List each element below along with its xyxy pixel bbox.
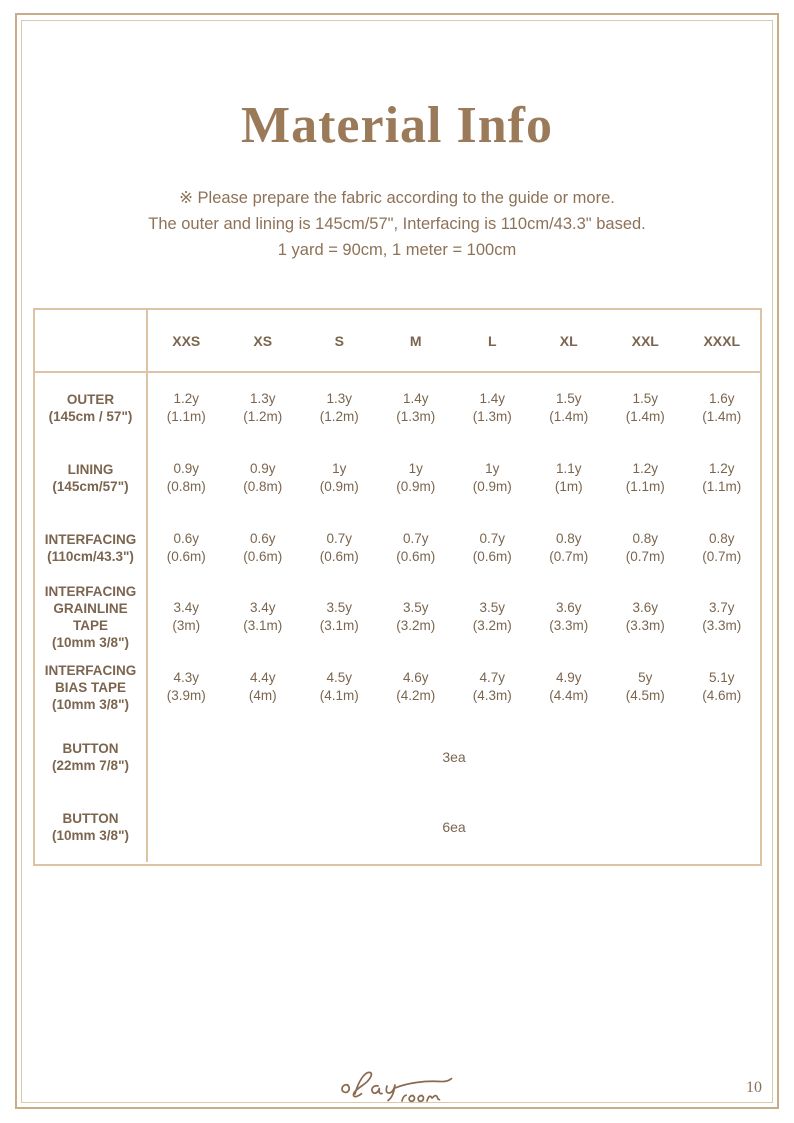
cell-line: (0.6m) (243, 548, 283, 564)
cell-line: (3.3m) (625, 618, 665, 634)
cell-line: (3m) (172, 618, 201, 634)
cell-line: (4m) (248, 688, 277, 704)
table-cell (378, 513, 455, 583)
cell-line: (3.1m) (319, 618, 359, 634)
table-cell (225, 373, 302, 443)
row-label (35, 652, 148, 722)
cell-line: (0.6m) (166, 548, 206, 564)
table-cell (148, 583, 225, 653)
signature-drawing (336, 1058, 458, 1108)
cell-line: 3.4y (249, 600, 276, 616)
table-cell (684, 513, 761, 583)
table-cell (607, 583, 684, 653)
cell-line: 1.3y (249, 390, 276, 406)
cell-line: 3.7y (708, 600, 735, 616)
table-cell (148, 443, 225, 513)
table-cell (301, 513, 378, 583)
cell-line: 1.4y (402, 390, 429, 406)
table-cell (378, 373, 455, 443)
table-cell (225, 513, 302, 583)
page-title: Material Info (241, 97, 553, 154)
cell-line: (4.1m) (319, 688, 359, 704)
cell-line: 1y (485, 460, 500, 476)
cell-line: (4.6m) (702, 688, 742, 704)
cell-line: 0.8y (632, 530, 659, 546)
size-header-xxxl: XXXL (703, 332, 741, 349)
cell-line: 0.8y (555, 530, 582, 546)
table-cell (301, 652, 378, 722)
row-label (35, 513, 148, 583)
table-cell (454, 652, 531, 722)
cell-line: (4.2m) (396, 688, 436, 704)
cell-line: 0.7y (402, 530, 429, 546)
table-cell (684, 373, 761, 443)
table-cell (531, 443, 608, 513)
cell-line: 3.6y (555, 600, 582, 616)
row-label-line: INTERFACING (44, 584, 137, 600)
table-cell (607, 513, 684, 583)
cell-line: (0.7m) (702, 548, 742, 564)
row-label-line: (10mm 3/8") (52, 635, 129, 651)
table-header-row (35, 310, 760, 373)
cell-line: (0.6m) (472, 548, 512, 564)
cell-line: 0.8y (708, 530, 735, 546)
table-cell (684, 443, 761, 513)
cell-line: (3.9m) (166, 688, 206, 704)
cell-line: 0.6y (249, 530, 276, 546)
cell-line: 3.5y (402, 600, 429, 616)
cell-line: (0.6m) (396, 548, 436, 564)
row-label-line: GRAINLINE TAPE (53, 601, 128, 634)
table-row (35, 443, 760, 513)
table-cell (225, 652, 302, 722)
cell-line: (0.8m) (166, 478, 206, 494)
table-row (35, 373, 760, 443)
table-cell (454, 513, 531, 583)
table-cell (607, 652, 684, 722)
note-line-2: The outer and lining is 145cm/57", Interfacing is 110cm/43.3" based. (148, 215, 646, 233)
cell-line: 3.5y (326, 600, 353, 616)
cell-line: 1.4y (479, 390, 506, 406)
table-row (35, 652, 760, 722)
cell-line: 0.9y (249, 460, 276, 476)
table-row (35, 513, 760, 583)
cell-line: 1.3y (326, 390, 353, 406)
cell-line: (4.3m) (472, 688, 512, 704)
cell-line: 1y (408, 460, 423, 476)
cell-line: 1.6y (708, 390, 735, 406)
size-header-xs: XS (253, 332, 273, 349)
cell-line: (1.1m) (702, 478, 742, 494)
cell-line: 4.9y (555, 670, 582, 686)
row-label (35, 792, 148, 862)
table-cell (301, 583, 378, 653)
table-cell (684, 583, 761, 653)
table-cell (225, 443, 302, 513)
brand-signature-logo (336, 1058, 458, 1108)
row-label (35, 443, 148, 513)
cell-line: 1.5y (632, 390, 659, 406)
size-header-s: S (334, 332, 344, 349)
table-cell (378, 443, 455, 513)
cell-line: (1.2m) (319, 408, 359, 424)
cell-line: (0.8m) (243, 478, 283, 494)
row-label-line: BIAS TAPE (54, 679, 126, 695)
table-cell (607, 443, 684, 513)
intro-note (0, 185, 794, 263)
table-row (35, 722, 760, 792)
cell-line: 3.4y (173, 600, 200, 616)
cell-line: 3.5y (479, 600, 506, 616)
cell-line: (1.2m) (243, 408, 283, 424)
cell-line: 5y (638, 670, 653, 686)
table-cell (301, 373, 378, 443)
cell-line: 4.3y (173, 670, 200, 686)
table-cell (225, 583, 302, 653)
cell-line: 4.6y (402, 670, 429, 686)
size-header-m: M (409, 332, 422, 349)
cell-line: 1.2y (632, 460, 659, 476)
row-label (35, 583, 148, 653)
row-label-line: BUTTON (62, 810, 119, 826)
row-label-line: LINING (67, 461, 114, 477)
cell-line: (1.1m) (625, 478, 665, 494)
cell-line: (0.9m) (319, 478, 359, 494)
row-label-line: (10mm 3/8") (52, 827, 129, 843)
cell-line: 4.7y (479, 670, 506, 686)
cell-line: (1.3m) (396, 408, 436, 424)
row-label-line: (22mm 7/8") (52, 758, 129, 774)
table-corner-cell (35, 310, 148, 371)
quantity-span-cell: 3ea (442, 749, 466, 766)
quantity-span-cell: 6ea (442, 818, 466, 835)
cell-line: 0.9y (173, 460, 200, 476)
cell-line: 3.6y (632, 600, 659, 616)
row-label-line: OUTER (66, 391, 115, 407)
cell-line: 1.2y (708, 460, 735, 476)
row-label-line: (110cm/43.3") (47, 548, 134, 564)
table-cell (454, 583, 531, 653)
table-cell (531, 373, 608, 443)
cell-line: (3.3m) (549, 618, 589, 634)
table-cell (684, 652, 761, 722)
row-label-line: (10mm 3/8") (52, 696, 129, 712)
row-label-line: BUTTON (62, 741, 119, 757)
table-cell (301, 443, 378, 513)
note-line-3: 1 yard = 90cm, 1 meter = 100cm (277, 241, 517, 259)
cell-line: 5.1y (708, 670, 735, 686)
table-row (35, 583, 760, 653)
row-label-line: INTERFACING (44, 662, 137, 678)
cell-line: 0.7y (326, 530, 353, 546)
cell-line: 4.4y (249, 670, 276, 686)
cell-line: 4.5y (326, 670, 353, 686)
row-label (35, 722, 148, 792)
cell-line: (3.2m) (472, 618, 512, 634)
cell-line: (0.7m) (625, 548, 665, 564)
table-cell (148, 513, 225, 583)
cell-line: 1.2y (173, 390, 200, 406)
table-cell (454, 373, 531, 443)
cell-line: (3.2m) (396, 618, 436, 634)
table-cell (454, 443, 531, 513)
cell-line: 0.6y (173, 530, 200, 546)
cell-line: (1.3m) (472, 408, 512, 424)
cell-line: (1.4m) (702, 408, 742, 424)
cell-line: (1m) (554, 478, 583, 494)
cell-line: (1.4m) (625, 408, 665, 424)
table-cell (531, 583, 608, 653)
page-number: 10 (746, 1079, 762, 1096)
table-row (35, 792, 760, 862)
table-cell (148, 373, 225, 443)
size-header-xl: XL (559, 332, 578, 349)
table-cell (378, 583, 455, 653)
cell-line: (4.4m) (549, 688, 589, 704)
cell-line: (0.9m) (472, 478, 512, 494)
cell-line: 1.1y (555, 460, 582, 476)
cell-line: (0.6m) (319, 548, 359, 564)
size-header-xxl: XXL (631, 332, 659, 349)
material-table (33, 308, 762, 866)
cell-line: 0.7y (479, 530, 506, 546)
row-label-line: INTERFACING (44, 531, 137, 547)
note-line-1: ※ Please prepare the fabric according to the guide or more. (179, 189, 615, 207)
cell-line: (3.1m) (243, 618, 283, 634)
row-label-line: (145cm/57") (52, 478, 129, 494)
cell-line: (0.9m) (396, 478, 436, 494)
table-cell (607, 373, 684, 443)
table-cell (378, 652, 455, 722)
size-header-xxs: XXS (172, 332, 201, 349)
table-cell (531, 513, 608, 583)
cell-line: 1y (332, 460, 347, 476)
row-label (35, 373, 148, 443)
row-label-line: (145cm / 57") (48, 408, 133, 424)
size-header-l: L (487, 332, 497, 349)
cell-line: (0.7m) (549, 548, 589, 564)
cell-line: (1.1m) (166, 408, 206, 424)
table-cell (531, 652, 608, 722)
cell-line: (4.5m) (625, 688, 665, 704)
cell-line: 1.5y (555, 390, 582, 406)
cell-line: (3.3m) (702, 618, 742, 634)
table-cell (148, 652, 225, 722)
cell-line: (1.4m) (549, 408, 589, 424)
